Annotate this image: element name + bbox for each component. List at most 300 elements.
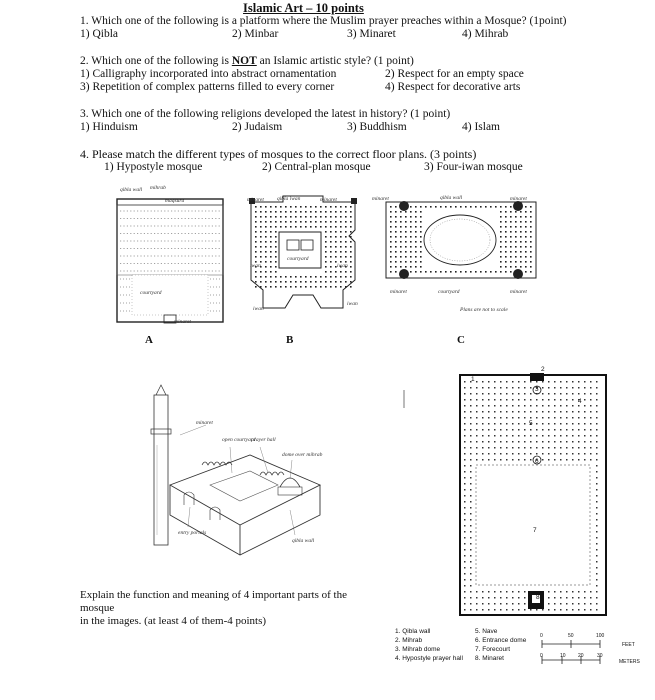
- plan-c-column: [510, 251, 512, 253]
- large-plan-column: [596, 447, 598, 449]
- large-plan-column: [596, 495, 598, 497]
- plan-c-column: [515, 256, 517, 258]
- large-plan-column: [506, 417, 508, 419]
- plan-a-label-qibla-wall: qibla wall: [120, 187, 143, 193]
- large-plan-column: [560, 399, 562, 401]
- plan-c-column: [390, 251, 392, 253]
- large-plan-column: [590, 405, 592, 407]
- large-mosque-plan: [452, 365, 612, 625]
- plan-c-column: [520, 231, 522, 233]
- plan-c-column: [530, 231, 532, 233]
- plan-c-column: [520, 226, 522, 228]
- large-plan-column: [494, 591, 496, 593]
- plan-c-column: [425, 271, 427, 273]
- plan-b-column: [305, 281, 307, 283]
- large-plan-column: [506, 459, 508, 461]
- large-plan-column: [584, 393, 586, 395]
- large-plan-column: [566, 435, 568, 437]
- large-plan-column: [566, 447, 568, 449]
- large-plan-column: [464, 471, 466, 473]
- large-plan-column: [518, 417, 520, 419]
- plan-b-column: [320, 276, 322, 278]
- large-plan-column: [470, 555, 472, 557]
- large-plan-column: [590, 453, 592, 455]
- large-plan-column: [470, 483, 472, 485]
- large-plan-column: [518, 429, 520, 431]
- large-plan-column: [506, 411, 508, 413]
- scale-m-10: 10: [560, 653, 566, 659]
- large-plan-column: [464, 501, 466, 503]
- plan-b-column: [290, 206, 292, 208]
- large-plan-column: [524, 447, 526, 449]
- plan-c-column: [400, 251, 402, 253]
- large-plan-column: [548, 399, 550, 401]
- large-plan-column: [488, 609, 490, 611]
- plan-b-column: [305, 206, 307, 208]
- large-plan-column: [488, 453, 490, 455]
- plan-b-column: [315, 276, 317, 278]
- large-plan-column: [530, 447, 532, 449]
- large-plan-column: [494, 393, 496, 395]
- plan-b-column: [335, 271, 337, 273]
- plan-b-column: [335, 241, 337, 243]
- plan-b-column: [255, 206, 257, 208]
- plan-b-column: [270, 246, 272, 248]
- plan-b-column: [275, 236, 277, 238]
- plan-c-column: [395, 261, 397, 263]
- large-plan-column: [560, 447, 562, 449]
- plan-b-column: [315, 281, 317, 283]
- large-plan-column: [512, 393, 514, 395]
- plan-b-column: [265, 211, 267, 213]
- large-plan-column: [470, 465, 472, 467]
- plan-b-column: [260, 276, 262, 278]
- plan-c-column: [515, 211, 517, 213]
- large-plan-column: [590, 597, 592, 599]
- large-plan-column: [584, 387, 586, 389]
- plan-c-column: [405, 221, 407, 223]
- large-plan-column: [476, 399, 478, 401]
- plan-c-column: [410, 246, 412, 248]
- scale-m-20: 20: [578, 653, 584, 659]
- large-plan-column: [566, 603, 568, 605]
- large-plan-column: [518, 603, 520, 605]
- plan-b-column: [335, 211, 337, 213]
- plan-c-column: [415, 246, 417, 248]
- large-plan-column: [518, 441, 520, 443]
- scale-ft-0: 0: [540, 633, 543, 639]
- plan-c-column: [390, 226, 392, 228]
- large-plan-column: [542, 381, 544, 383]
- large-plan-column: [578, 447, 580, 449]
- plan-b-column: [335, 231, 337, 233]
- plan-b-column: [260, 271, 262, 273]
- large-plan-column: [572, 591, 574, 593]
- plan-c-column: [390, 216, 392, 218]
- large-plan-column: [530, 405, 532, 407]
- plan-b-column: [265, 226, 267, 228]
- plan-b-column: [330, 231, 332, 233]
- plan-c-column: [500, 211, 502, 213]
- large-plan-column: [590, 603, 592, 605]
- plan-b-label-minaret-left: minaret: [247, 197, 264, 203]
- plan-b-column: [330, 276, 332, 278]
- large-plan-column: [470, 423, 472, 425]
- plan-b-column: [325, 211, 327, 213]
- large-plan-column: [464, 561, 466, 563]
- large-plan-column: [566, 399, 568, 401]
- large-plan-column: [494, 381, 496, 383]
- large-plan-column: [530, 435, 532, 437]
- plan-b-column: [280, 286, 282, 288]
- plan-b-column: [270, 261, 272, 263]
- large-plan-column: [518, 597, 520, 599]
- plan-b-column: [330, 206, 332, 208]
- plan-c-column: [500, 236, 502, 238]
- large-plan-column: [506, 429, 508, 431]
- plan-b-column: [290, 276, 292, 278]
- large-plan-column: [536, 405, 538, 407]
- large-plan-column: [560, 405, 562, 407]
- plan-b-column: [325, 281, 327, 283]
- legend-item-8: 8. Minaret: [475, 655, 504, 662]
- plan-c-column: [515, 261, 517, 263]
- large-plan-column: [596, 423, 598, 425]
- q1-option-4: 4) Mihrab: [462, 28, 509, 40]
- large-plan-column: [464, 441, 466, 443]
- plan-b-column: [345, 276, 347, 278]
- large-plan-column: [572, 381, 574, 383]
- plan-c-column: [515, 221, 517, 223]
- large-plan-column: [470, 549, 472, 551]
- q1-option-2: 2) Minbar: [232, 28, 279, 40]
- plan-c-label-iwan: iwan: [347, 301, 358, 307]
- plan-b-column: [300, 281, 302, 283]
- plan-b-column: [295, 216, 297, 218]
- plan-b-label-iwan-bottom: iwan: [253, 306, 264, 312]
- plan-c-column: [445, 271, 447, 273]
- large-plan-column: [572, 393, 574, 395]
- plan-c-column: [520, 236, 522, 238]
- plan-b-column: [325, 241, 327, 243]
- plan-c-column: [525, 246, 527, 248]
- large-plan-column: [476, 393, 478, 395]
- large-plan-column: [584, 609, 586, 611]
- plan-c-column: [520, 251, 522, 253]
- large-plan-column: [518, 609, 520, 611]
- large-plan-column: [584, 441, 586, 443]
- plan-b-column: [275, 266, 277, 268]
- large-plan-column: [572, 459, 574, 461]
- large-plan-column: [578, 429, 580, 431]
- large-plan-column: [482, 447, 484, 449]
- plan-b-column: [350, 226, 352, 228]
- large-plan-column: [506, 453, 508, 455]
- large-plan-column: [482, 393, 484, 395]
- large-plan-column: [464, 459, 466, 461]
- floor-plan-b: [243, 190, 363, 315]
- plan-c-column: [420, 221, 422, 223]
- plan-b-column: [330, 256, 332, 258]
- large-plan-column: [482, 441, 484, 443]
- plan-b-column: [290, 211, 292, 213]
- large-plan-column: [596, 543, 598, 545]
- plan-c-column: [525, 231, 527, 233]
- large-plan-column: [584, 381, 586, 383]
- large-plan-column: [530, 453, 532, 455]
- large-plan-column: [488, 423, 490, 425]
- large-plan-column: [566, 417, 568, 419]
- large-plan-column: [470, 393, 472, 395]
- large-plan-column: [524, 411, 526, 413]
- plan-a-label-mihrab: mihrab: [150, 185, 166, 191]
- plan-b-column: [335, 281, 337, 283]
- large-plan-column: [554, 435, 556, 437]
- plan-b-column: [280, 211, 282, 213]
- large-plan-column: [536, 381, 538, 383]
- plan-b-column: [265, 216, 267, 218]
- plan-b-column: [270, 256, 272, 258]
- plan-b-column: [350, 276, 352, 278]
- large-plan-column: [590, 411, 592, 413]
- large-plan-column: [536, 399, 538, 401]
- explain-line-1: Explain the function and meaning of 4 important parts of the: [80, 589, 347, 601]
- plan-b-column: [300, 216, 302, 218]
- plan-c-column: [510, 206, 512, 208]
- plan-c-column: [505, 266, 507, 268]
- plan-b-column: [285, 276, 287, 278]
- plan-c-column: [415, 211, 417, 213]
- plan-b-column: [260, 256, 262, 258]
- plan-c-label-minaret-tl: minaret: [372, 196, 389, 202]
- plan-c-column: [490, 271, 492, 273]
- plan-c-column: [390, 261, 392, 263]
- large-plan-column: [464, 603, 466, 605]
- plan-b-column: [320, 211, 322, 213]
- large-plan-column: [482, 387, 484, 389]
- plan-b-column: [340, 241, 342, 243]
- plan-c-column: [500, 241, 502, 243]
- large-plan-column: [500, 435, 502, 437]
- large-plan-column: [518, 387, 520, 389]
- plan-c-column: [395, 226, 397, 228]
- large-plan-column: [524, 453, 526, 455]
- plan-b-column: [350, 256, 352, 258]
- q2-option-1: 1) Calligraphy incorporated into abstract ornamentation: [80, 68, 337, 80]
- large-plan-column: [596, 393, 598, 395]
- large-plan-column: [512, 381, 514, 383]
- large-plan-column: [494, 441, 496, 443]
- large-plan-column: [470, 573, 472, 575]
- large-plan-column: [524, 405, 526, 407]
- plan-c-column: [395, 206, 397, 208]
- plan-c-column: [505, 216, 507, 218]
- plan-b-column: [275, 281, 277, 283]
- large-plan-column: [500, 423, 502, 425]
- plan-c-column: [415, 231, 417, 233]
- plan-b-column: [275, 241, 277, 243]
- plan-b-column: [285, 281, 287, 283]
- large-plan-column: [500, 459, 502, 461]
- plan-c-column: [510, 221, 512, 223]
- plan-c-column: [400, 211, 402, 213]
- large-plan-column: [578, 435, 580, 437]
- q2-option-3: 3) Repetition of complex patterns filled to every corner: [80, 81, 335, 93]
- plan-b-column: [325, 221, 327, 223]
- large-plan-column: [566, 411, 568, 413]
- large-plan-column: [494, 411, 496, 413]
- large-plan-column: [596, 405, 598, 407]
- plan-c-column: [525, 251, 527, 253]
- plan-c-column: [410, 236, 412, 238]
- large-plan-column: [530, 381, 532, 383]
- plan-c-column: [485, 206, 487, 208]
- plan-c-column: [415, 236, 417, 238]
- plan-b-column: [255, 231, 257, 233]
- plan-c-column: [415, 206, 417, 208]
- plan-b-column: [275, 276, 277, 278]
- plan-b-column: [280, 281, 282, 283]
- large-plan-column: [578, 591, 580, 593]
- plan-c-label-minaret-br: minaret: [510, 289, 527, 295]
- plan-b-column: [265, 271, 267, 273]
- plan-c-column: [475, 271, 477, 273]
- large-plan-column: [554, 447, 556, 449]
- plan-b-column: [330, 211, 332, 213]
- large-plan-column: [530, 387, 532, 389]
- plan-b-column: [255, 246, 257, 248]
- large-plan-column: [512, 591, 514, 593]
- plan-c-column: [415, 256, 417, 258]
- plan-c-column: [420, 206, 422, 208]
- plan-b-column: [350, 206, 352, 208]
- plan-b-column: [300, 276, 302, 278]
- plan-c-column: [505, 211, 507, 213]
- q2-option-2: 2) Respect for an empty space: [385, 68, 524, 80]
- large-plan-column: [500, 405, 502, 407]
- plan-c-column: [420, 246, 422, 248]
- large-plan-column: [488, 447, 490, 449]
- large-plan-column: [542, 429, 544, 431]
- large-plan-column: [488, 597, 490, 599]
- large-plan-column: [524, 597, 526, 599]
- plan-b-column: [345, 206, 347, 208]
- large-plan-column: [482, 435, 484, 437]
- plan-b-column: [335, 256, 337, 258]
- legend-item-2: 2. Mihrab: [395, 637, 423, 644]
- plan-c-column: [430, 206, 432, 208]
- large-plan-column: [524, 381, 526, 383]
- large-plan-column: [524, 417, 526, 419]
- large-plan-column: [566, 459, 568, 461]
- plan-c-column: [500, 271, 502, 273]
- large-plan-column: [488, 399, 490, 401]
- large-plan-column: [554, 399, 556, 401]
- large-plan-column: [554, 417, 556, 419]
- large-plan-column: [500, 591, 502, 593]
- plan-b-column: [275, 211, 277, 213]
- plan-b-column: [345, 286, 347, 288]
- large-plan-column: [518, 459, 520, 461]
- plan-b-column: [325, 271, 327, 273]
- large-plan-column: [482, 609, 484, 611]
- plan-b-column: [330, 246, 332, 248]
- large-plan-column: [470, 495, 472, 497]
- large-plan-column: [578, 603, 580, 605]
- plan-b-column: [295, 276, 297, 278]
- plan-b-column: [260, 236, 262, 238]
- plan-c-column: [405, 216, 407, 218]
- plan-c-column: [405, 241, 407, 243]
- plan-c-column: [390, 256, 392, 258]
- plan-b-column: [270, 241, 272, 243]
- plan-b-column: [350, 286, 352, 288]
- q4-type-3: 3) Four-iwan mosque: [424, 161, 523, 173]
- large-plan-column: [560, 429, 562, 431]
- plan-label-b: B: [286, 334, 294, 346]
- plan-number-8: 8: [536, 594, 540, 601]
- large-plan-column: [584, 411, 586, 413]
- plan-c-column: [420, 231, 422, 233]
- plan-c-column: [405, 236, 407, 238]
- plan-b-column: [340, 271, 342, 273]
- large-plan-column: [470, 567, 472, 569]
- large-plan-column: [596, 429, 598, 431]
- large-plan-column: [476, 435, 478, 437]
- plan-c-column: [410, 216, 412, 218]
- plan-c-column: [515, 216, 517, 218]
- plan-c-label-qibla-wall: qibla wall: [440, 195, 463, 201]
- plan-b-column: [340, 226, 342, 228]
- q4-type-1: 1) Hypostyle mosque: [104, 161, 203, 173]
- large-plan-column: [500, 603, 502, 605]
- plan-c-column: [505, 246, 507, 248]
- large-plan-column: [506, 609, 508, 611]
- large-plan-column: [470, 591, 472, 593]
- large-plan-column: [470, 489, 472, 491]
- plan-b-column: [270, 226, 272, 228]
- plan-b-column: [315, 216, 317, 218]
- plan-c-column: [390, 271, 392, 273]
- large-plan-column: [512, 423, 514, 425]
- large-plan-column: [464, 477, 466, 479]
- large-plan-column: [470, 603, 472, 605]
- plan-b-column: [260, 206, 262, 208]
- plan-b-column: [280, 226, 282, 228]
- plan-b-column: [345, 246, 347, 248]
- plan-b-column: [260, 226, 262, 228]
- plan-c-column: [420, 266, 422, 268]
- plan-c-column: [405, 211, 407, 213]
- plan-b-column: [270, 281, 272, 283]
- plan-c-column: [400, 241, 402, 243]
- large-plan-column: [572, 399, 574, 401]
- large-plan-column: [500, 447, 502, 449]
- large-plan-column: [518, 411, 520, 413]
- large-plan-column: [512, 405, 514, 407]
- plan-c-column: [400, 246, 402, 248]
- large-plan-column: [590, 435, 592, 437]
- large-plan-column: [476, 447, 478, 449]
- plan-b-column: [350, 246, 352, 248]
- large-plan-column: [506, 393, 508, 395]
- large-plan-column: [542, 405, 544, 407]
- large-plan-column: [596, 579, 598, 581]
- plan-c-column: [410, 231, 412, 233]
- plan-b-column: [270, 251, 272, 253]
- large-plan-column: [482, 381, 484, 383]
- large-plan-column: [596, 435, 598, 437]
